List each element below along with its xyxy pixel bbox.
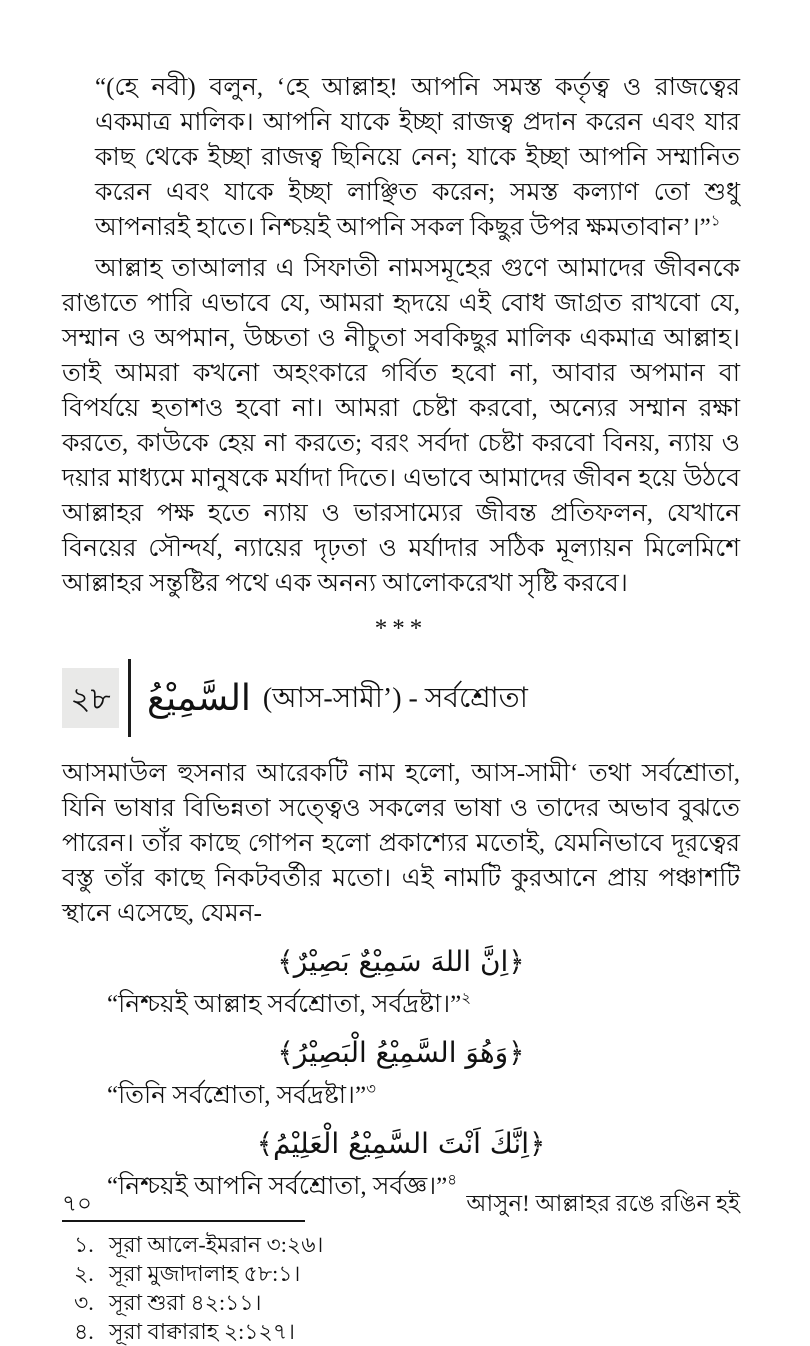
section-arabic-name: السَّمِيْعُ	[147, 677, 251, 719]
translation-text-1: “নিশ্চয়ই আল্লাহ সর্বশ্রোতা, সর্বদ্রষ্টা।”	[107, 991, 462, 1018]
section-number-box	[62, 668, 119, 728]
footnote-text: সূরা শুরা ৪২:১১।	[109, 1290, 262, 1315]
intro-paragraph: আসমাউল হুসনার আরেকটি নাম হলো, আস-সামী‘ তথা সর্বশ্রোতা, যিনি ভাষার বিভিন্নতা সত্ত্বেও সকলের ভাষা ও তাদের অভাব বুঝতে পারেন। তাঁর কাছে গোপন হলো প্রকাশ্যের মতোই, যেমনিভাবে দূরত্বের বস্তু তাঁর কাছে নিকটবর্তীর মতো। এই নামটি কুরআনে প্রায় পঞ্চাশটি স্থানে এসেছে, যেমন-	[62, 760, 740, 927]
footnote-item	[62, 1288, 740, 1317]
quote-text: “(হে নবী) বলুন, ‘হে আল্লাহ! আপনি সমস্ত কর্তৃত্ব ও রাজত্বের একমাত্র মালিক। আপনি যাকে ইচ্ছা রাজত্ব প্রদান করেন এবং যার কাছ থেকে ইচ্ছা রাজত্ব ছিনিয়ে নেন; যাকে ইচ্ছা আপনি সম্মানিত করেন এবং যাকে ইচ্ছা লাঞ্ছিত করেন; সমস্ত কল্যাণ তো শুধু আপনারই হাতে। নিশ্চয়ই আপনি সকল কিছুর উপর ক্ষমতাবান’।”	[95, 74, 740, 241]
section-header	[62, 658, 740, 738]
section-title-group	[147, 677, 528, 719]
section-title: (আস-সামী’) - সর্বশ্রোতা	[262, 682, 528, 714]
footnote-number: ৩.	[74, 1290, 94, 1315]
footnote-item	[62, 1230, 740, 1259]
arabic-verse-3: ﴿اِنَّكَ اَنْتَ السَّمِيْعُ الْعَلِيْمُ﴾	[256, 1127, 546, 1160]
section-vertical-rule	[128, 659, 131, 737]
running-title: আসুন! আল্লাহর রঙে রঙিন হই	[466, 1191, 740, 1216]
arabic-verse-2: ﴿وَهُوَ السَّمِيْعُ الْبَصِيْرُ﴾	[277, 1036, 525, 1069]
verse-translation-2	[62, 1078, 740, 1113]
section-number: ২৮	[70, 680, 111, 716]
commentary-paragraph: আল্লাহ তাআলার এ সিফাতী নামসমূহের গুণে আমাদের জীবনকে রাঙাতে পারি এভাবে যে, আমরা হৃদয়ে এই বোধ জাগ্রত রাখবো যে, সম্মান ও অপমান, উচ্চতা ও নীচুতা সবকিছুর মালিক একমাত্র আল্লাহ। তাই আমরা কখনো অহংকারে গর্বিত হবো না, আবার অপমান বা বিপর্যয়ে হতাশও হবো না। আমরা চেষ্টা করবো, অন্যের সম্মান রক্ষা করতে, কাউকে হেয় না করতে; বরং সর্বদা চেষ্টা করবো বিনয়, ন্যায় ও দয়ার মাধ্যমে মানুষকে মর্যাদা দিতে। এভাবে আমাদের জীবন হয়ে উঠবে আল্লাহর পক্ষ হতে ন্যায় ও ভারসাম্যের জীবন্ত প্রতিফলন, যেখানে বিনয়ের সৌন্দর্য, ন্যায়ের দৃঢ়তা ও মর্যাদার সঠিক মূল্যায়ন মিলেমিশে আল্লাহর সন্তুষ্টির পথে এক অনন্য আলোকরেখা সৃষ্টি করবে।	[62, 255, 740, 597]
footnote-number: ৪.	[74, 1319, 94, 1344]
footnote-text: সূরা বাক্বারাহ ২:১২৭।	[109, 1319, 296, 1344]
footnote-ref-1: ১	[710, 213, 721, 230]
footnote-ref-3: ৩	[366, 1081, 376, 1098]
arabic-verse-1: ﴿اِنَّ اللهَ سَمِيْعٌ بَصِيْرٌ﴾	[277, 945, 525, 978]
footnote-text: সূরা আলে-ইমরান ৩:২৬।	[109, 1232, 324, 1257]
footnote-item	[62, 1259, 740, 1288]
opening-quote-paragraph	[95, 70, 740, 245]
footnote-ref-2: ২	[461, 990, 472, 1007]
page-footer	[62, 1185, 740, 1224]
footnote-item	[62, 1317, 740, 1346]
footnote-number: ২.	[74, 1261, 94, 1286]
footnote-ref-4: ৪	[447, 1172, 457, 1189]
translation-text-3: “নিশ্চয়ই আপনি সর্বশ্রোতা, সর্বজ্ঞ।”	[107, 1173, 448, 1200]
footnotes-list	[62, 1230, 740, 1346]
translation-text-2: “তিনি সর্বশ্রোতা, সর্বদ্রষ্টা।”	[107, 1082, 367, 1109]
page-number: ৭০	[62, 1191, 92, 1216]
verse-translation-1	[62, 987, 740, 1022]
footnote-text: সূরা মুজাদালাহ ৫৮:১।	[109, 1261, 301, 1286]
footnote-number: ১.	[74, 1232, 94, 1257]
section-divider-asterisks: ***	[374, 615, 428, 642]
